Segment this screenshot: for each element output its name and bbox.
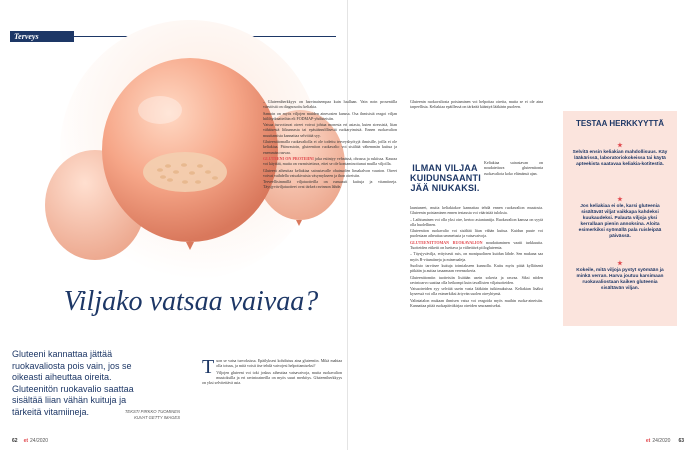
star-icon: ★ (617, 197, 623, 203)
paragraph: Vatsaoireiden syy selviää usein vasta lääkärin tutkimuksissa. Keliakian lisäksi kyseessä voi olla esimerkiksi ärtyvän suolen oireyhtymä. (410, 286, 543, 297)
section-tag: Terveys (10, 31, 74, 42)
sidebar-item (571, 197, 669, 240)
paragraph: Terveellisimmillä viljatuotteilla on runsaasti kuituja ja vitamiineja. Täysjyväviljatuotteet ovat tärkeä ravinnon lähde. (263, 179, 397, 190)
sidebar-item (571, 261, 669, 292)
inline-subhead: GLUTEENITTOMAN RUOKAVALION (410, 239, 483, 245)
paragraph: Gluteenin ruokavaliosta poistaminen voi helpottaa oireita, mutta se ei ole aina tarpeellista. Keliakiaa epäillessä on tärkeää kääntyä lääkärin puoleen. (410, 99, 543, 110)
article-headline: Viljako vatsaa vaivaa? (63, 286, 319, 317)
paragraph (263, 156, 397, 167)
paragraph: – Täysjyvävilja, erityisesti ruis, on monipuolinen kuidun lähde. Sen mukana saa myös B-vitamiineja ja mineraaleja. (410, 251, 543, 262)
paragraph: laantuneet, mutta keliakiakoe kannattaa tehdä ennen ruokavalion muutosta. Gluteenin poistaminen ennen testausta voi vääristää tuloksia. (410, 205, 543, 216)
body-column-3-side (484, 160, 543, 202)
paragraph: Gluteeni aiheuttaa keliakiaa sairastavalle ohutsuolen limakalvon vaurion. Oireet voivat vaihdella vatsakivuista väsymykseen ja ihon oireisiin. (263, 167, 397, 178)
paragraph: uon se vatsa turvoksissa. Epäilyksesi kohdistuu aina gluteeniin. Mikä mahtaa olla totuus, ja mitä voisit itse tehdä vaivojesi helpottamiseksi? (216, 358, 342, 369)
paragraph: – Gluteeniherkkyys on harvinaisempaa kuin luullaan. Vain noin prosentilla väestöstä on diagnosoitu keliakia. (263, 99, 397, 110)
body-column-3-top (410, 99, 543, 159)
paragraph: Vatsaa turvottavat oireet voivat johtua monesta eri asiasta, kuten stressistä, liian vähäisestä liikunnasta tai epäsäännöllisestä ruokarytmistä. Ennen ruokavalion muuttamista kannattaa selvittää syy. (263, 122, 397, 138)
paragraph-text: joka esiintyy vehnässä, ohrassa ja rukiissa. Kauraa voi käyttää, mutta on varmistettava, ettei se ole kontaminoitunut muilla viljoilla. (263, 155, 397, 167)
page-number: 63 (678, 438, 684, 444)
paragraph: Samoin on myös viljojen muiden ainesosien kanssa. Osa ihmisistä reagoi viljan hiilihydraatteihin eli FODMAP-yhdisteisiin. (263, 110, 397, 121)
star-icon: ★ (617, 143, 623, 149)
paragraph: Keliakiaa sairastavan on noudatettava gluteenitonta ruokavaliota koko elämänsä ajan. (484, 160, 543, 176)
pull-quote: ILMAN VILJAA KUIDUNSAANTI JÄÄ NIUKAKSI. (410, 163, 481, 193)
sidebar-item-text: Selvitä ensin keliakian mahdollisuus. Käy lääkärissä, laboratoriokokeissa tai käytä apteekista saatavaa keliakia-kotitestiä. (572, 150, 668, 167)
byline (90, 409, 180, 421)
drop-cap: T (202, 358, 215, 378)
sidebar-item-text: Jos keliakiaa ei ole, karsi gluteenia sisältävät viljat vaikkapa kahdeksi kuukaudeksi. Palauta viljoja yksi kerrallaan pienin annoksina. Aloita esimerkiksi syömällä pala ruisleipää päivässä. (578, 204, 662, 239)
issue-number: 24/2020 (30, 438, 49, 444)
sidebar-item-text: Kokeile, mitä viljoja pystyt syömään ja minkä verran. Harva joutuu karsimaan ruokavaliostaan kaiken gluteenia sisältävän viljan. (576, 268, 664, 291)
paragraph: Gluteenittomalla ruokavaliolla ei ole todettu terveyshyötyjä ihmisille, joilla ei ole keliakiaa. Päinvastoin, gluteeniton ruokavalio voi sisältää vähemmän kuitua ja enemmän rasvaa. (263, 139, 397, 155)
magazine-logo: et (645, 438, 651, 444)
body-column-3 (410, 205, 543, 423)
paragraph (410, 240, 543, 251)
article-lead: Gluteeni kannattaa jättää ruokavaliosta pois vain, jos se oikeasti aiheuttaa oireita. Gluteenitön ruokavalio saattaa sisältää liian vähän kuituja ja tärkeitä vitamiineja. (12, 349, 134, 417)
page-number: 62 (12, 438, 18, 444)
sidebar-title: TESTAA HERKKYYTTÄ (576, 119, 664, 128)
paragraph: Valintatalon mukaan ihmisen vatsa voi reagoida myös muihin ruoka-aineisiin. Kannattaa pitää ruokapäiväkirjaa oireiden seuraamiseksi. (410, 297, 543, 309)
star-icon: ★ (617, 261, 623, 267)
footer-left (12, 438, 48, 444)
sidebar-box (563, 111, 677, 326)
body-column-2 (263, 99, 397, 423)
paragraph: Suolisto tarvitsee kuituja toimiakseen kunnolla. Kuitu myös pitää kylläisenä pitkään ja auttaa tasaamaan verensokeria. (410, 262, 543, 274)
author-credit: TEKSTI PIRKKO TUOMINEN (124, 409, 180, 414)
inline-subhead: GLUTEENI ON PROTEIINI (263, 155, 314, 161)
paragraph: Viljojen gluteeni voi toki joskus aiheuttaa vatsavaivoja, mutta ruokavalion muutoksilla ja eri ravintoaineilla on myös suuri merkitys. Gluteeniherkkyys on yksi selvitettävä asia. (202, 369, 342, 386)
sidebar-item (571, 143, 669, 168)
paragraph: – Laihtuminen voi olla yksi oire, kertoo asiantuntija. Ruokavalion kanssa on syytä olla huolellinen. (410, 216, 543, 227)
magazine-logo: et (23, 438, 29, 444)
photo-credit: KUVAT GETTY IMAGES (134, 415, 180, 420)
paragraph-text: noudattaminen vaatii tarkkuutta. Tuotteiden etiketit on luettava ja vältettävä piilogluteenia. (410, 239, 543, 251)
paragraph: Gluteeniton ruokavalio voi sisältää liian vähän kuitua. Kuidun puute voi puolestaan aiheuttaa ummetusta ja vatsavaivoja. (410, 228, 543, 239)
footer-right (646, 438, 684, 444)
issue-number: 24/2020 (652, 438, 671, 444)
paragraph: Gluteenittomiin tuotteisiin lisätään usein sokeria ja rasvaa. Siksi niiden ravintoarvo saattaa olla heikompi kuin tavallisten viljatuotteiden. (410, 274, 543, 285)
